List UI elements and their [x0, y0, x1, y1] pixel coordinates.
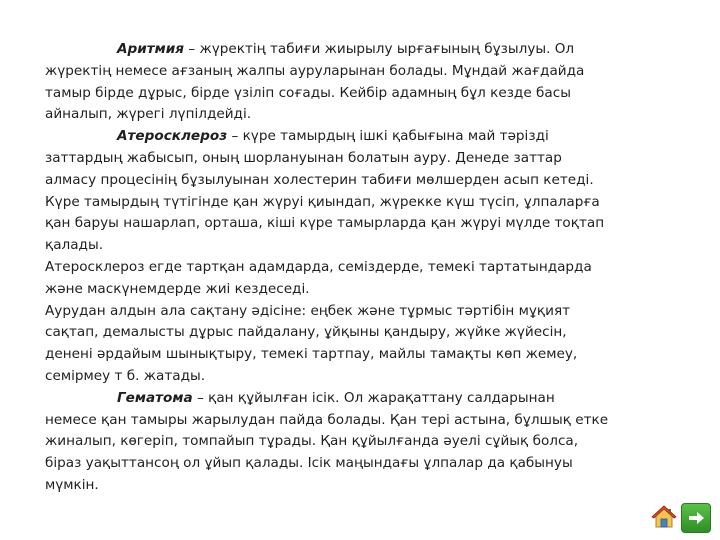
text-line: біраз уақыттансоң ол ұйып қалады. Ісік маңындағы ұлпалар да қабынуы [45, 455, 573, 472]
text-line [45, 388, 685, 410]
text-line: алмасу процесінің бұзылуынан холестерин табиғи мөлшерден асып кетеді. [45, 171, 594, 188]
text-line: айналып, жүрегі лүпілдейді. [45, 106, 252, 123]
text-run: – күре тамырдың ішкі қабығына май тәрізді [227, 128, 549, 145]
term-hematoma: Гематома [117, 389, 193, 406]
paragraph-hematoma [45, 388, 685, 497]
paragraph-risk-groups [45, 257, 685, 301]
text-line: қан баруы нашарлап, орташа, кіші күре тамырларда қан жүруі мүлде тоқтап [45, 215, 605, 232]
next-button[interactable] [681, 503, 711, 533]
text-line: Күре тамырдың түтігінде қан жүруі қиындап, жүрекке күш түсіп, ұлпаларға [45, 193, 600, 210]
text-line: Атеросклероз егде тартқан адамдарда, семіздерде, темекі тартатындарда [45, 258, 592, 275]
text-line: мүмкін. [45, 476, 99, 493]
paragraph-prevention [45, 301, 685, 388]
text-line: қалады. [45, 237, 104, 254]
text-line: заттардың жабысып, оның шорлануынан болатын ауру. Денеде заттар [45, 149, 562, 166]
text-run: – жүректің табиғи жиырылу ырғағының бұзылуы. Ол [184, 41, 575, 57]
paragraph-atherosclerosis [45, 126, 685, 257]
text-line: немесе қан тамыры жарылудан пайда болады. Қан тері астына, бұлшық етке [45, 411, 609, 428]
paragraph-arrhythmia [45, 39, 685, 126]
next-arrow-icon [686, 508, 706, 528]
text-line: Аурудан алдын ала сақтану әдісіне: еңбек және тұрмыс тәртібін мұқият [45, 302, 571, 319]
text-line: және маскүнемдерде жиі кездеседі. [45, 280, 310, 297]
text-line: жүректің немесе ағзаның жалпы ауруларынан болады. Мұндай жағдайда [45, 62, 585, 79]
text-line: тамыр бірде дұрыс, бірде үзіліп соғады. Кейбір адамның бұл кезде басы [45, 84, 571, 101]
text-line [45, 126, 685, 148]
text-line: денені әрдайым шынықтыру, темекі тартпау, майлы тамақты көп жемеу, [45, 346, 578, 363]
text-line: жиналып, көгеріп, томпайып тұрады. Қан құйылғанда әуелі сұйық болса, [45, 433, 579, 450]
home-button[interactable] [650, 503, 678, 531]
home-icon [651, 504, 677, 530]
text-run: – қан құйылған ісік. Ол жарақаттану салдарынан [192, 389, 555, 406]
text-line: семірмеу т б. жатады. [45, 367, 206, 384]
term-arrhythmia: Аритмия [117, 41, 185, 57]
text-line: сақтап, демалысты дұрыс пайдалану, ұйқыны қандыру, жүйке жүйесін, [45, 324, 567, 341]
term-atherosclerosis: Атеросклероз [117, 128, 228, 145]
document-body [45, 39, 685, 497]
text-line [45, 39, 685, 61]
